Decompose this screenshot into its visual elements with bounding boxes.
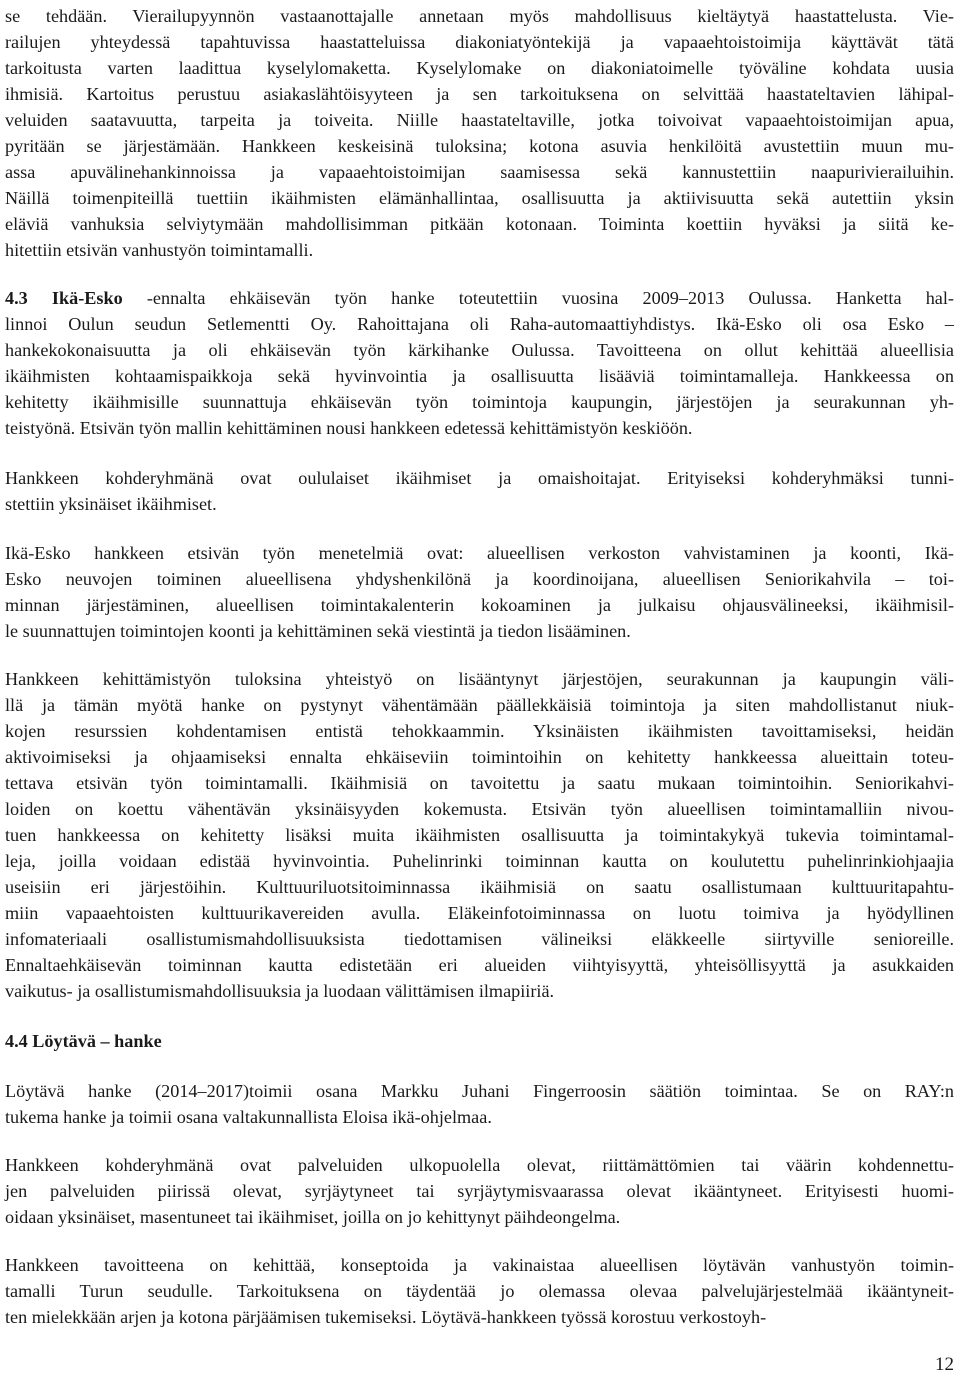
text-line: tuen hankkeessa on kehitetty lisäksi muita ikäihmisten osallisuutta ja toimintakykyä tukevia toimintamal- [5,825,954,845]
text-line: hitettiin etsivän vanhustyön toimintamalli. [5,240,314,260]
section-heading-text: 4.4 Löytävä – hanke [5,1031,162,1051]
text-line: leja, joilla voidaan edistää hyvinvointia. Puhelinrinki toiminnan kautta on koulutettu puhelinrinkiohjaajia [5,851,954,871]
text-line: teistyönä. Etsivän työn mallin kehittäminen nousi hankkeen edetessä kehittämistyön keskiöön. [5,418,693,438]
text-line: le suunnattujen toimintojen koonti ja kehittäminen sekä viestintä ja tiedon lisääminen. [5,621,631,641]
text-line: loiden on koettu vähentävän yksinäisyyden kokemusta. Etsivän työn alueellisen toimintamalliin nivou- [5,799,954,819]
text-line: llä ja tämän myötä hanke on pystynyt vähentämään päällekkäisiä toimintoja ja siten mahdollistanut niuk- [5,695,954,715]
text-line: hankekokonaisuutta ja oli ehkäisevän työn kärkihanke Oulussa. Tavoitteena on ollut kehittää alueellisia [5,340,954,360]
text-line: Löytävä hanke (2014–2017)toimii osana Markku Juhani Fingerroosin säätiön toimintaa. Se on RAY:n [5,1081,954,1101]
page-number: 12 [935,1354,954,1375]
text-line: Hankkeen tavoitteena on kehittää, konseptoida ja vakinaistaa alueellisen löytävän vanhustyön toimin- [5,1255,954,1275]
text-line: veluiden saatavuutta, tarpeita ja toiveita. Niille haastateltaville, jotka toivoivat vapaaehtoistoimijan apua, [5,110,954,130]
text-line: linnoi Oulun seudun Setlementti Oy. Rahoittajana oli Raha-automaattiyhdistys. Ikä-Esko oli osa Esko – [5,314,954,334]
text-line: Esko neuvojen toiminen alueellisena yhdyshenkilönä ja koordinoijana, alueellisen Seniorikahvila – toi- [5,569,954,589]
text-line: 4.3 Ikä-Esko -ennalta ehkäisevän työn hanke toteutettiin vuosina 2009–2013 Oulussa. Hanketta hal- [5,288,954,308]
text-line: useisiin eri järjestöihin. Kulttuuriluotsitoiminnassa ikäihmisiä on saatu osallistumaan kulttuuritapahtu- [5,877,954,897]
text-line: ten mielekkään arjen ja kotona pärjäämisen tukemiseksi. Löytävä-hankkeen työssä korostuu verkostoyh- [5,1307,767,1327]
text-line: assa apuvälinehankinnoissa ja vapaaehtoistoimijan saamisessa sekä kannustettiin naapurivierailuihin. [5,162,954,182]
text-line: Ikä-Esko hankkeen etsivän työn menetelmiä ovat: alueellisen verkoston vahvistaminen ja koonti, Ikä- [5,543,954,563]
text-line: eläviä vanhuksia selviytymään mahdollisimman pitkään kotonaan. Toiminta koettiin hyväksi ja siitä ke- [5,214,954,234]
text-line: Hankkeen kehittämistyön tuloksina yhteistyö on lisääntynyt järjestöjen, seurakunnan ja kaupungin väli- [5,669,954,689]
text-line: ikäihmisten kohtaamispaikkoja sekä hyvinvointia ja osallisuutta lisääviä toimintamalleja. Hankkeessa on [5,366,954,386]
text-line: Hankkeen kohderyhmänä ovat palveluiden ulkopuolella olevat, riittämättömien tai väärin kohdennettu- [5,1155,954,1175]
text-line: pyritään se järjestämään. Hankkeen keskeisinä tuloksina; kotona asuvia henkilöitä avustettiin muun mu- [5,136,954,156]
text-line: railujen yhteydessä tapahtuvissa haastatteluissa diakoniatyöntekijä ja vapaaehtoistoimija käyttävät tätä [5,32,954,52]
text-line: tarkoitusta varten laadittua kyselylomaketta. Kyselylomake on diakoniatoimelle työväline kohdata uusia [5,58,954,78]
text-line: tukema hanke ja toimii osana valtakunnallista Eloisa ikä-ohjelmaa. [5,1107,492,1127]
text-line: se tehdään. Vierailupyynnön vastaanottajalle annetaan myös mahdollisuus kieltäytyä haastattelusta. Vie- [5,6,954,26]
text-line: Näillä toimenpiteillä tuettiin ikäihmisten elämänhallintaa, osallisuutta ja aktiivisuutta sekä autettiin yksin [5,188,954,208]
text-line: oidaan yksinäiset, masentuneet tai ikäihmiset, joilla on jo kehittynyt päihdeongelma. [5,1207,621,1227]
section-heading [5,1028,954,1054]
text-line: Hankkeen kohderyhmänä ovat oululaiset ikäihmiset ja omaishoitajat. Erityiseksi kohderyhmäksi tunni- [5,468,954,488]
text-line: miin vapaaehtoisten kulttuurikavereiden avulla. Eläkeinfotoiminnassa on luotu toimiva ja hyödyllinen [5,903,954,923]
text-line: aktivoimiseksi ja ohjaamiseksi ennalta ehkäiseviin toimintoihin on kehitetty hankkeessa alueittain toteu- [5,747,954,767]
text-line: tettava etsivän työn toimintamalli. Ikäihmisiä on tavoitettu ja saatu mukaan toimintoihin. Seniorikahvi- [5,773,954,793]
text-line: kojen resurssien kohdentamisen entistä tehokkaammin. Yksinäisten ikäihmisten tavoittamiseksi, heidän [5,721,954,741]
text-line: Ennaltaehkäisevän toiminnan kautta edistetään eri alueiden viihtyisyyttä, yhteisöllisyyttä ja asukkaiden [5,955,954,975]
text-line: minnan järjestäminen, alueellisen toimintakalenterin kokoaminen ja julkaisu ohjausvälineeksi, ikäihmisil- [5,595,954,615]
text-line: stettiin yksinäiset ikäihmiset. [5,494,217,514]
text-line: tamalli Turun seudulle. Tarkoituksena on täydentää jo olemassa olevaa palvelujärjestelmää ikääntyneit- [5,1281,954,1301]
text-line: infomateriaali osallistumismahdollisuuksista tiedottamisen välineiksi eläkkeelle siirtyville senioreille. [5,929,954,949]
text-line: ihmisiä. Kartoitus perustuu asiakaslähtöisyyteen ja sen tarkoituksena on selvittää haastateltavien lähipal- [5,84,954,104]
section-lead-in: 4.3 Ikä-Esko [5,288,123,308]
text-line: jen palveluiden piirissä olevat, syrjäytyneet tai syrjäytymisvaarassa olevat ikääntyneet. Erityisesti huomi- [5,1181,954,1201]
text-line: kehitetty ikäihmisille suunnattuja ehkäisevän työn toimintoja kaupungin, järjestöjen ja seurakunnan yh- [5,392,954,412]
text-line: vaikutus- ja osallistumismahdollisuuksia ja luodaan välittämisen ilmapiiriä. [5,981,555,1001]
